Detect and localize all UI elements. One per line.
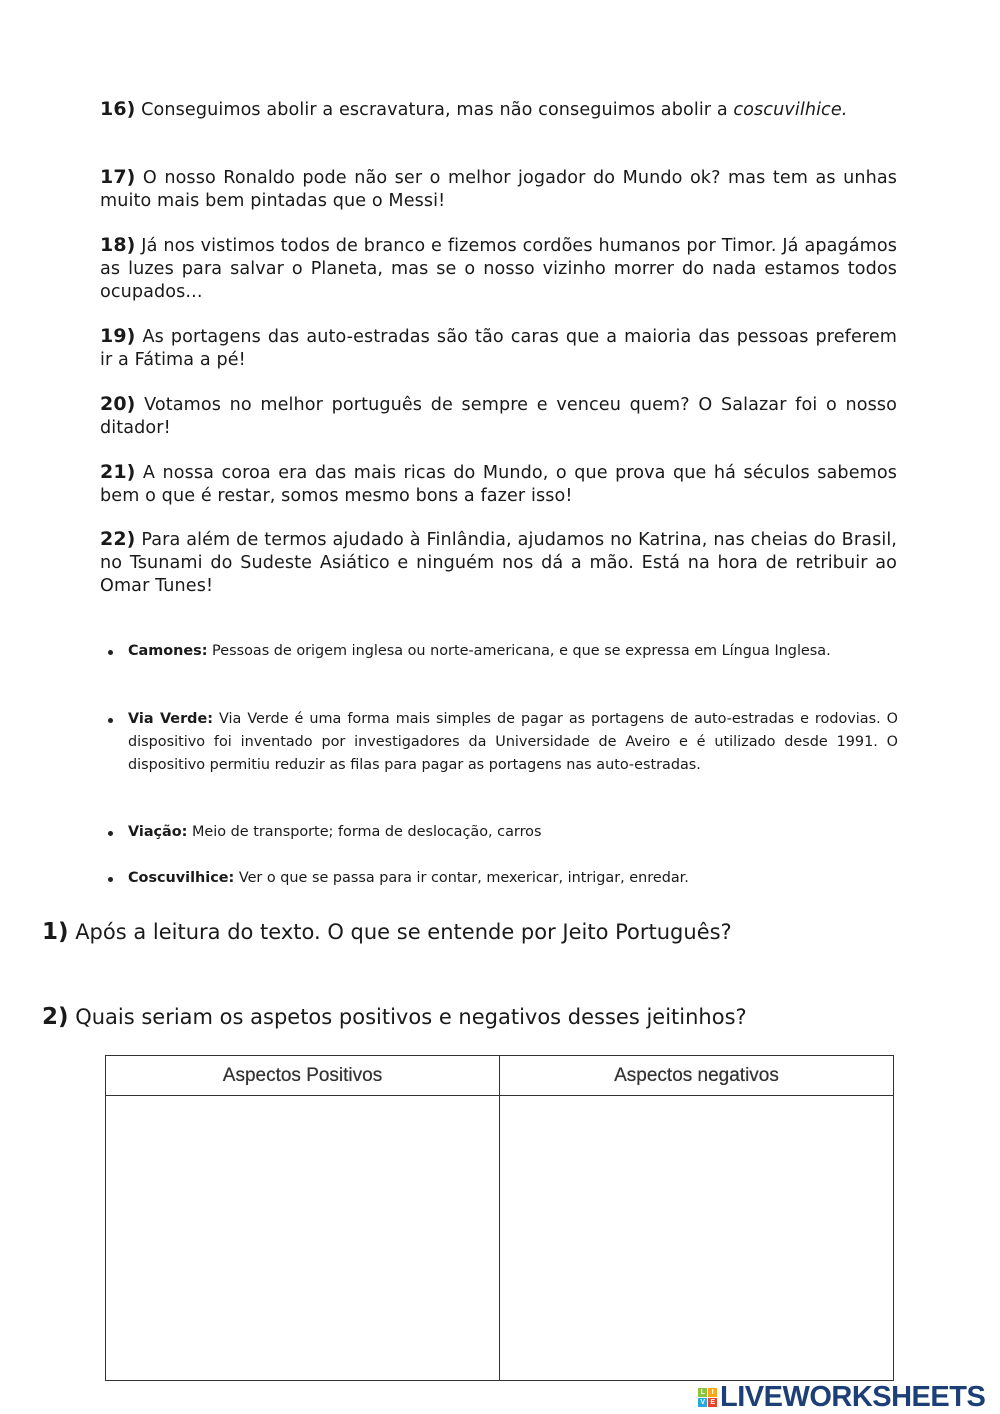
header-negative: Aspectos negativos (500, 1056, 894, 1096)
paragraph-text: Votamos no melhor português de sempre e venceu quem? O Salazar foi o nosso ditador! (100, 395, 897, 438)
glossary-term: Viação: (128, 824, 188, 840)
glossary-item-coscuvilhice (128, 867, 898, 890)
paragraph-text: Para além de termos ajudado à Finlândia, ajudamos no Katrina, nas cheias do Brasil, no Tsunami do Sudeste Asiático e ninguém nos dá a mão. Está na hora de retribuir ao Omar Tunes! (100, 530, 897, 596)
glossary-definition: Meio de transporte; forma de deslocação, carros (187, 824, 542, 840)
question-2 (42, 1003, 747, 1031)
item-number: 21) (100, 461, 136, 483)
item-number: 18) (100, 234, 136, 256)
header-positive: Aspectos Positivos (106, 1056, 500, 1096)
logo-letter: L (698, 1388, 707, 1397)
glossary-term: Via Verde: (128, 711, 213, 727)
live-blocks-icon (698, 1388, 717, 1407)
question-text: Após a leitura do texto. O que se entende por Jeito Português? (68, 920, 732, 944)
italic-term: coscuvilhice. (733, 100, 848, 120)
logo-letter: V (698, 1398, 707, 1407)
glossary-definition: Pessoas de origem inglesa ou norte-americana, e que se expressa em Língua Inglesa. (207, 643, 831, 659)
logo-letter: I (708, 1388, 717, 1397)
glossary-definition: Ver o que se passa para ir contar, mexericar, intrigar, enredar. (234, 870, 689, 886)
glossary-term: Coscuvilhice: (128, 870, 235, 886)
glossary-item-viacao (128, 821, 898, 844)
aspects-table (105, 1055, 894, 1381)
question-number: 2) (42, 1004, 69, 1030)
question-number: 1) (42, 919, 69, 945)
negative-answer-cell[interactable] (500, 1096, 894, 1381)
paragraph-text: Já nos vistimos todos de branco e fizemos cordões humanos por Timor. Já apagámos as luzes para salvar o Planeta, mas se o nosso vizinho morrer do nada estamos todos ocupados... (100, 236, 897, 302)
paragraph-text: A nossa coroa era das mais ricas do Mundo, o que prova que há séculos sabemos bem o que é restar, somos mesmo bons a fazer isso! (100, 463, 897, 506)
item-number: 20) (100, 393, 136, 415)
paragraph-19 (100, 325, 897, 372)
item-number: 19) (100, 325, 136, 347)
item-number: 17) (100, 166, 136, 188)
paragraph-16 (100, 98, 897, 122)
paragraph-21 (100, 461, 897, 508)
paragraph-18 (100, 234, 897, 304)
logo-text: LIVEWORKSHEETS (720, 1381, 986, 1413)
liveworksheets-logo (698, 1381, 985, 1414)
paragraph-text: Conseguimos abolir a escravatura, mas não conseguimos abolir a (135, 100, 734, 120)
paragraph-17 (100, 166, 897, 213)
question-text: Quais seriam os aspetos positivos e negativos desses jeitinhos? (68, 1005, 747, 1029)
glossary-term: Camones: (128, 643, 208, 659)
positive-answer-cell[interactable] (106, 1096, 500, 1381)
paragraph-text: As portagens das auto-estradas são tão caras que a maioria das pessoas preferem ir a Fátima a pé! (100, 327, 897, 370)
paragraph-text: O nosso Ronaldo pode não ser o melhor jogador do Mundo ok? mas tem as unhas muito mais bem pintadas que o Messi! (100, 168, 897, 211)
glossary-item-via-verde (128, 708, 898, 777)
item-number: 22) (100, 528, 136, 550)
question-1 (42, 918, 732, 946)
paragraph-20 (100, 393, 897, 440)
item-number: 16) (100, 98, 136, 120)
logo-letter: E (708, 1398, 717, 1407)
glossary-item-camones (128, 640, 898, 663)
paragraph-22 (100, 528, 897, 598)
glossary-definition: Via Verde é uma forma mais simples de pagar as portagens de auto-estradas e rodovias. O dispositivo foi inventado por investigadores da Universidade de Aveiro e é utilizado desde 1991. O dispositivo permitiu reduzir as filas para pagar as portagens nas auto-estradas. (128, 711, 898, 773)
